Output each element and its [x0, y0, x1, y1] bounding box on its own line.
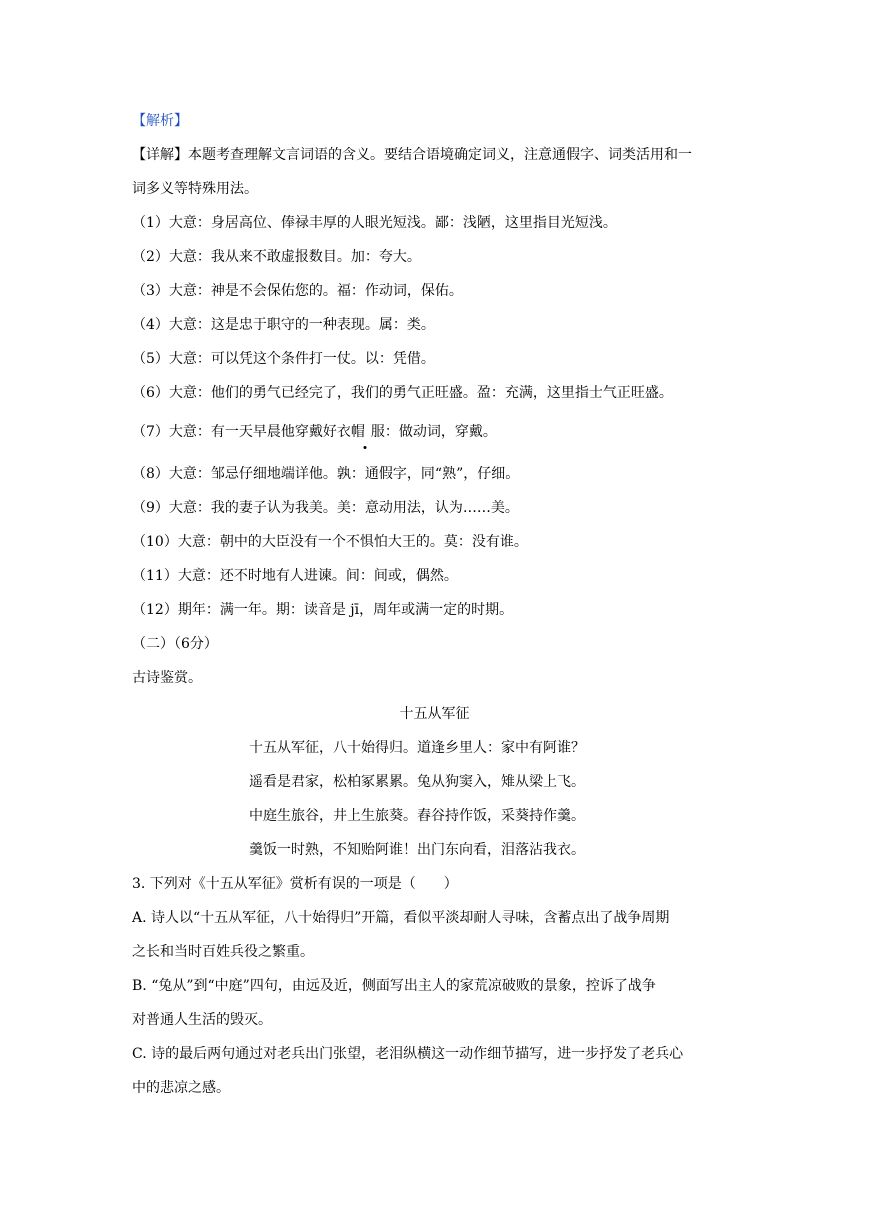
answer-item-2: （2）大意：我从来不敢虚报数目。加：夸大。: [132, 249, 421, 265]
detail-line-2: 词多义等特殊用法。: [132, 181, 258, 197]
answer-item-12: （12）期年：满一年。期：读音是 jī，周年或满一定的时期。: [132, 602, 514, 618]
answer-item-8: （8）大意：邹忌仔细地端详他。孰：通假字，同“熟”，仔细。: [132, 466, 520, 482]
answer-item-7: [132, 423, 742, 441]
answer-7-main: （7）大意：有一天早晨他穿戴好衣帽: [132, 424, 365, 440]
answer-item-6: （6）大意：他们的勇气已经完了，我们的勇气正旺盛。盈：充满，这里指士气正旺盛。: [132, 385, 673, 401]
detail-text-1: 本题考查理解文言词语的含义。要结合语境确定词义，注意通假字、词类活用和一: [188, 147, 692, 163]
poem-line-1: 十五从军征，八十始得归。道逢乡里人：家中有阿谁？: [249, 740, 585, 756]
answer-item-10: （10）大意：朝中的大臣没有一个不惧怕大王的。莫：没有谁。: [132, 534, 528, 550]
option-a-line-1: A. 诗人以“十五从军征，八十始得归”开篇，看似平淡却耐人寻味，含蓄点出了战争周期: [132, 910, 670, 926]
analysis-header: 【解析】: [132, 113, 188, 129]
answer-7-tail: 服：做动词，穿戴。: [370, 424, 497, 440]
poem-line-4: 羹饭一时熟，不知贻阿谁！出门东向看，泪落沾我衣。: [249, 842, 585, 858]
option-b-line-1: B. “兔从”到“中庭”四句，由远及近，侧面写出主人的家荒凉破败的景象，控诉了战争: [132, 978, 656, 994]
poem-title: 十五从军征: [399, 706, 470, 722]
poem-line-2: 遥看是君家，松柏冢累累。兔从狗窦入，雉从梁上飞。: [249, 774, 585, 790]
option-a-line-2: 之长和当时百姓兵役之繁重。: [132, 944, 314, 960]
detail-line-1: [132, 146, 742, 164]
option-c-line-2: 中的悲凉之感。: [132, 1080, 230, 1096]
answer-item-11: （11）大意：还不时地有人进谏。间：间或，偶然。: [132, 568, 458, 584]
option-c-line-1: C. 诗的最后两句通过对老兵出门张望，老泪纵横这一动作细节描写，进一步抒发了老兵心: [132, 1046, 684, 1062]
poem-line-3: 中庭生旅谷，井上生旅葵。舂谷持作饭，采葵持作羹。: [249, 808, 585, 824]
answer-item-3: （3）大意：神是不会保佑您的。福：作动词，保佑。: [132, 283, 463, 299]
question-3: 3. 下列对《十五从军征》赏析有误的一项是（ ）: [132, 876, 458, 892]
answer-item-5: （5）大意：可以凭这个条件打一仗。以：凭借。: [132, 351, 435, 367]
detail-label: 【详解】: [132, 147, 188, 163]
poem-intro: 古诗鉴赏。: [132, 670, 202, 686]
section-two-heading: （二）（6分）: [132, 636, 218, 652]
answer-item-9: （9）大意：我的妻子认为我美。美：意动用法，认为……美。: [132, 500, 519, 516]
answer-item-1: （1）大意：身居高位、俸禄丰厚的人眼光短浅。鄙：浅陋，这里指目光短浅。: [132, 215, 617, 231]
option-b-line-2: 对普通人生活的毁灭。: [132, 1012, 272, 1028]
answer-item-4: （4）大意：这是忠于职守的一种表现。属：类。: [132, 317, 435, 333]
